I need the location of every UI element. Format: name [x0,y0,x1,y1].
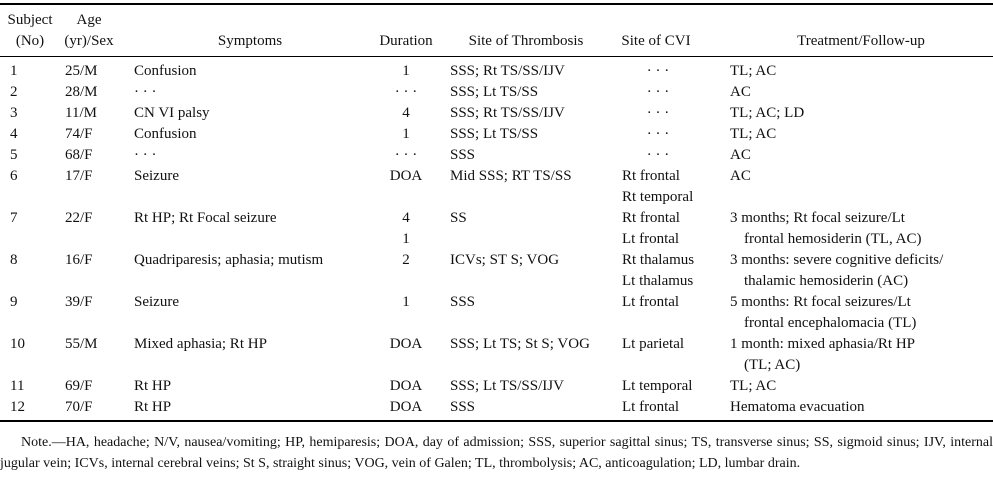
cell-thrombosis: SSS; Lt TS; St S; VOG [450,336,590,352]
cell-age: 39/F [65,294,93,310]
cell-no: 1 [10,63,18,79]
cell-cvi: Lt frontal [622,231,680,247]
header-subject [0,10,60,52]
cell-cvi: Lt temporal [622,378,693,394]
cell-age: 25/M [65,63,98,79]
cell-duration: 4 [402,105,410,121]
cell-duration: 1 [402,126,410,142]
cell-cvi: · · · [646,126,670,142]
cell-thrombosis: SSS [450,147,476,163]
cell-treatment: AC [730,168,751,184]
cell-duration: 1 [402,294,410,310]
table-note: Note.—HA, headache; N/V, nausea/vomiting; HP, hemiparesis; DOA, day of admission; SSS, superior sagittal sinus; TS, transverse sinus; SS, sigmoid sinus; IJV, internal jugular vein; ICVs, internal cerebral veins; St S, straight sinus; VOG, vein of Galen; TL, thrombolysis; AC, anticoagulation; LD, lumbar drain. [0,435,993,471]
header-rule [0,56,993,57]
cell-no: 10 [10,336,25,352]
cell-duration: DOA [389,378,423,394]
cell-symptoms: Seizure [134,294,179,310]
table-top-rule [0,3,993,5]
cell-no: 6 [10,168,18,184]
cell-no: 7 [10,210,18,226]
cell-duration: · · · [394,84,418,100]
cell-duration: DOA [389,168,423,184]
cell-treatment: TL; AC [730,378,777,394]
cell-symptoms: Rt HP [134,378,172,394]
cell-age: 17/F [65,168,93,184]
cell-age: 69/F [65,378,93,394]
header-duration: Duration [379,33,433,49]
cell-treatment: frontal encephalomacia (TL) [744,315,917,331]
header-symptoms: Symptoms [217,33,283,49]
cell-treatment: 3 months; Rt focal seizure/Lt [730,210,905,226]
cell-cvi: · · · [646,147,670,163]
cell-no: 8 [10,252,18,268]
header-site-thrombosis: Site of Thrombosis [468,33,584,49]
cell-symptoms: Confusion [134,126,197,142]
cell-treatment: (TL; AC) [744,357,801,373]
cell-cvi: Lt frontal [622,294,680,310]
cell-no: 2 [10,84,18,100]
cell-cvi: Rt temporal [622,189,694,205]
cell-symptoms: · · · [134,147,157,163]
cell-age: 74/F [65,126,93,142]
cell-no: 12 [10,399,25,415]
cell-age: 70/F [65,399,93,415]
cell-thrombosis: SSS; Lt TS/SS/IJV [450,378,564,394]
cell-duration: DOA [389,399,423,415]
cell-age: 68/F [65,147,93,163]
cell-age: 16/F [65,252,93,268]
cell-thrombosis: SS [450,210,467,226]
cell-symptoms: Seizure [134,168,179,184]
cell-cvi: Lt frontal [622,399,680,415]
cell-treatment: 5 months: Rt focal seizures/Lt [730,294,911,310]
cell-cvi: Lt thalamus [622,273,694,289]
header-age-line2: (yr)/Sex [64,33,114,49]
cell-symptoms: Quadriparesis; aphasia; mutism [134,252,324,268]
cell-thrombosis: SSS [450,294,476,310]
cell-symptoms: Rt HP [134,399,172,415]
cell-cvi: Lt parietal [622,336,685,352]
cell-cvi: · · · [646,84,670,100]
cell-treatment: 3 months: severe cognitive deficits/ [730,252,944,268]
cell-duration: 1 [402,231,410,247]
cell-thrombosis: SSS; Lt TS/SS [450,84,539,100]
cell-age: 28/M [65,84,98,100]
cell-treatment: TL; AC [730,126,777,142]
cell-age: 55/M [65,336,98,352]
cell-cvi: · · · [646,63,670,79]
cell-duration: 1 [402,63,410,79]
header-site-cvi: Site of CVI [621,33,691,49]
cell-thrombosis: SSS; Rt TS/SS/IJV [450,105,565,121]
cell-age: 11/M [65,105,97,121]
cell-thrombosis: ICVs; ST S; VOG [450,252,560,268]
cell-duration: 2 [402,252,410,268]
cell-cvi: Rt thalamus [622,252,695,268]
cell-symptoms: Mixed aphasia; Rt HP [134,336,267,352]
cell-no: 3 [10,105,18,121]
cell-cvi: · · · [646,105,670,121]
cell-age: 22/F [65,210,93,226]
header-age-sex [58,10,120,52]
cell-treatment: TL; AC [730,63,777,79]
cell-treatment: TL; AC; LD [730,105,805,121]
cell-symptoms: CN VI palsy [134,105,210,121]
cell-treatment: Hematoma evacuation [730,399,865,415]
cell-thrombosis: SSS [450,399,476,415]
cell-symptoms: Confusion [134,63,197,79]
header-treatment: Treatment/Follow-up [797,33,925,49]
cell-treatment: AC [730,147,751,163]
cell-thrombosis: Mid SSS; RT TS/SS [450,168,572,184]
cell-cvi: Rt frontal [622,168,680,184]
cell-treatment: thalamic hemosiderin (AC) [744,273,909,289]
cell-duration: · · · [394,147,418,163]
cell-no: 5 [10,147,18,163]
cell-no: 9 [10,294,18,310]
header-age-line1: Age [76,12,102,28]
cell-no: 11 [10,378,25,394]
cell-duration: 4 [402,210,410,226]
cell-no: 4 [10,126,18,142]
cell-symptoms: Rt HP; Rt Focal seizure [134,210,277,226]
cell-symptoms: · · · [134,84,157,100]
cell-treatment: frontal hemosiderin (TL, AC) [744,231,922,247]
cell-cvi: Rt frontal [622,210,680,226]
cell-thrombosis: SSS; Lt TS/SS [450,126,539,142]
cell-treatment: 1 month: mixed aphasia/Rt HP [730,336,915,352]
table-bottom-rule [0,420,993,422]
cell-treatment: AC [730,84,751,100]
cell-duration: DOA [389,336,423,352]
header-subject-line2: (No) [15,33,45,49]
cell-thrombosis: SSS; Rt TS/SS/IJV [450,63,565,79]
header-subject-line1: Subject [7,12,53,28]
